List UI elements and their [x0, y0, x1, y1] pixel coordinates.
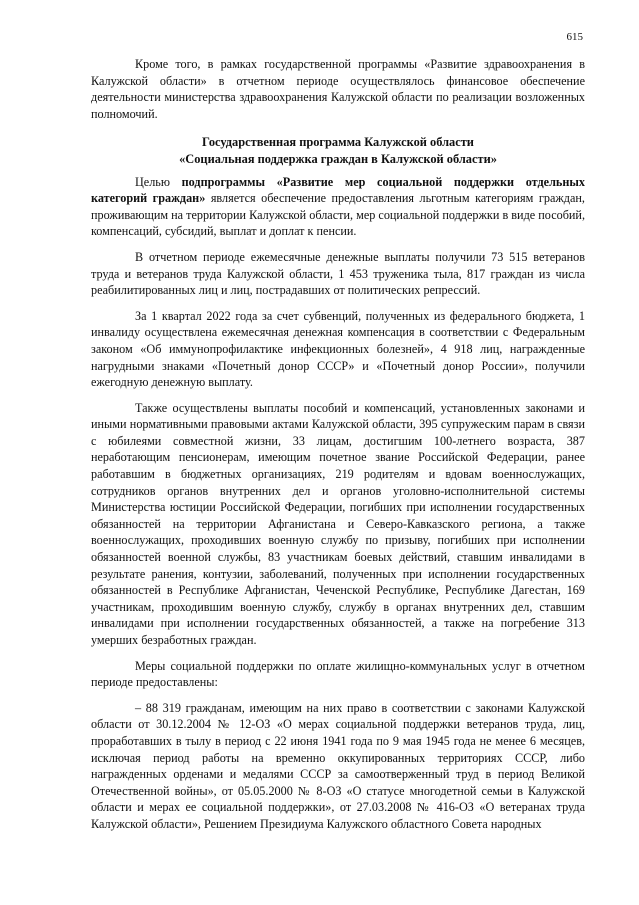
paragraph-q1-2022: За 1 квартал 2022 года за счет субвенций, полученных из федерального бюджета, 1 инвалиду осуществлена ежемесячная денежная компенсация в соответствии с Федеральным законом «Об иммунопрофилактике инфекционных болезней», 4 918 лиц, награжденные нагрудными знаками «Почетный донор СССР» и «Почетный донор России», получили ежегодную денежную выплату. — [91, 308, 585, 390]
paragraph-housing-item: – 88 319 гражданам, имеющим на них право в соответствии с законами Калужской области от 30.12.2004 № 12-ОЗ «О мерах социальной поддержки ветеранов труда, лиц, проработавших в тылу в период с 22 июня 1941 года по 9 мая 1945 года не менее 6 месяцев, исключая период работы на временно оккупированных территориях СССР, либо награжденных орденами и медалями СССР за самоотверженный труд в период Великой Отечественной войны», от 05.05.2000 № 8-ОЗ «О статусе многодетной семьи в Калужской области и мерах ее социальной поддержки», от 27.03.2008 № 416-ОЗ «О ветеранах труда Калужской области», Решением Президиума Калужского областного Совета народных — [91, 700, 585, 831]
section-heading-line1: Государственная программа Калужской области — [202, 135, 474, 150]
section-heading-line2: «Социальная поддержка граждан в Калужской области» — [179, 151, 497, 166]
paragraph-monthly-payments: В отчетном периоде ежемесячные денежные выплаты получили 73 515 ветеранов труда и ветеранов труда Калужской области, 1 453 труженика тыла, 817 граждан из числа реабилитированных лиц и лиц, пострадавших от политических репрессий. — [91, 249, 585, 298]
paragraph-housing-intro: Меры социальной поддержки по оплате жилищно-коммунальных услуг в отчетном периоде предоставлены: — [91, 658, 585, 690]
page-number: 615 — [566, 31, 583, 43]
program-goal-suffix: является обеспечение предоставления льготным категориям граждан, проживающим на территории Калужской области, мер социальной поддержки в виде пособий, компенсаций, субсидий, выплат и доплат к пенсии. — [91, 191, 585, 239]
section-heading — [91, 134, 585, 167]
program-goal-prefix: Целью — [135, 174, 182, 189]
paragraph-intro: Кроме того, в рамках государственной программы «Развитие здравоохранения в Калужской области» в отчетном периоде осуществлялось финансовое обеспечение деятельности министерства здравоохранения Калужской области по реализации возложенных полномочий. — [91, 57, 585, 121]
paragraph-benefits: Также осуществлены выплаты пособий и компенсаций, установленных законами и иными нормативными правовыми актами Калужской области, 395 супружеским парам в связи с юбилеями совместной жизни, 33 лицам, достигшим 100-летнего возраста, 387 неработающим пенсионерам, имеющим почетное звание Российской Федерации, ранее работавшим в бюджетных организациях, 219 родителям и вдовам военнослужащих, сотрудников органов внутренних дел и органов уголовно-исполнительной системы Министерства юстиции Российской Федерации, погибших при исполнении государственных обязанностей на территории Афганистана и Северо-Кавказского региона, а также военнослужащих, проходивших военную службу по призыву, погибших при исполнении обязанностей военной службы, 83 участникам боевых действий, ставшим инвалидами в результате ранения, контузии, заболеваний, полученных при исполнении государственных обязанностей в Республике Афганистан, Чеченской Республике, Республике Дагестан, 169 участникам, проходившим военную службу, службу в органах внутренних дел, ставшим инвалидами при исполнении государственных обязанностей, а также на погребение 313 умерших безработных граждан. — [91, 400, 585, 647]
paragraph-program-goal — [91, 174, 585, 240]
document-body — [91, 56, 585, 833]
program-goal-subprogram-name: подпрограммы «Развитие мер социальной поддержки отдельных категорий граждан» — [91, 174, 585, 206]
